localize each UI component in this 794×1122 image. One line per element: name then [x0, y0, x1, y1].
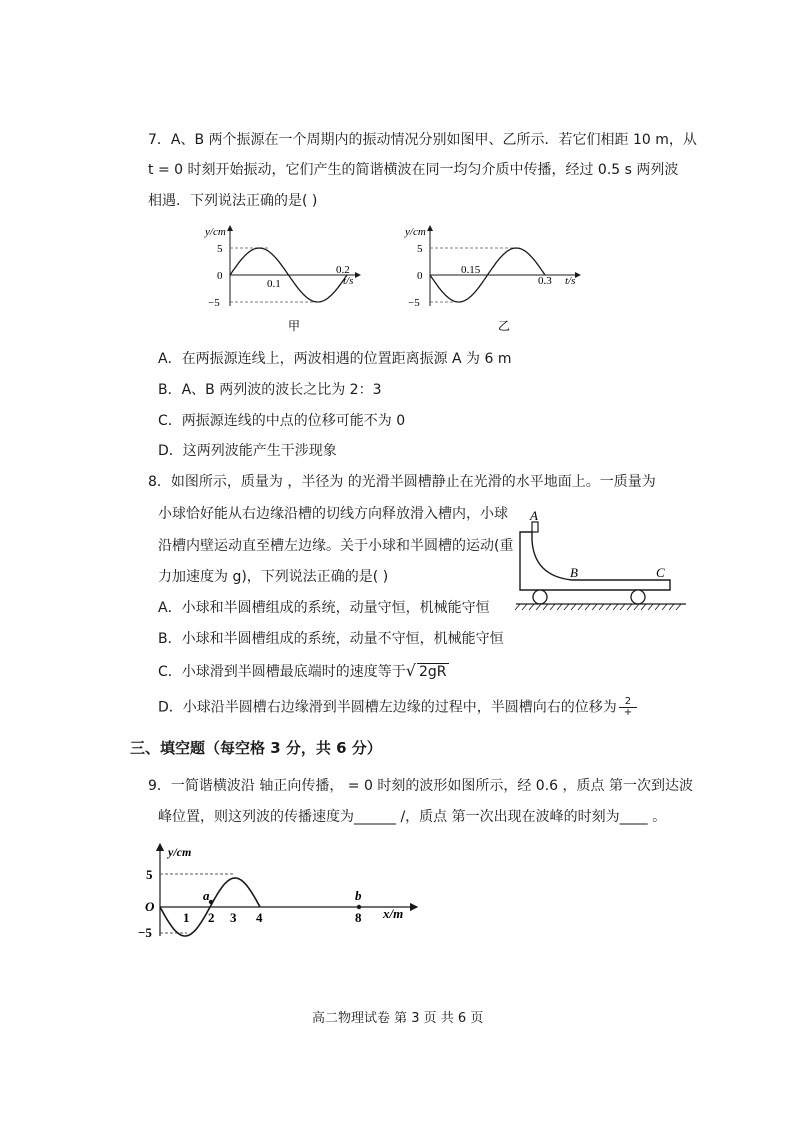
q7-option-a: A．在两振源连线上，两波相遇的位置距离振源 A 为 6 m	[158, 351, 512, 367]
fraction-numerator: 2	[619, 697, 637, 708]
hatch-mark	[543, 604, 548, 610]
hatch-mark	[536, 604, 541, 610]
label-b: b	[355, 888, 362, 903]
wave-graph	[135, 838, 425, 940]
groove-figure	[510, 500, 690, 612]
sqrt-sign: √	[405, 661, 416, 680]
tick-x1: 1	[183, 910, 190, 925]
label-c: C	[656, 565, 665, 580]
hatch-mark	[557, 604, 562, 610]
hatch-mark	[515, 604, 520, 610]
tick-t2: 0.2	[336, 264, 350, 276]
q7-option-d: D．这两列波能产生干涉现象	[158, 443, 337, 459]
xlabel: x/m	[383, 906, 404, 921]
tick-0: 0	[417, 270, 423, 282]
q9-line2: 峰位置，则这列波的传播速度为______ /，质点 第一次出现在波峰的时刻为____ 。	[158, 809, 667, 825]
tick-x2: 2	[208, 910, 215, 925]
q7-line3: 相遇．下列说法正确的是( )	[148, 193, 318, 209]
q8-option-b: B．小球和半圆槽组成的系统，动量不守恒，机械能守恒	[158, 631, 504, 647]
hatch-mark	[676, 604, 681, 610]
point-b	[357, 905, 361, 909]
caption: 乙	[498, 319, 511, 333]
q8-line1: 8．如图所示，质量为 ，半径为 的光滑半圆槽静止在光滑的水平地面上。一质量为	[148, 474, 656, 490]
hatch-mark	[655, 604, 660, 610]
label-a: A	[530, 508, 538, 523]
hatch-mark	[669, 604, 674, 610]
q9-line1: 9．一简谐横波沿 轴正向传播， = 0 时刻的波形如图所示，经 0.6 ，质点 第一次到达波	[148, 778, 693, 794]
hatch-mark	[578, 604, 583, 610]
ball-block	[532, 522, 538, 532]
tick-x8: 8	[355, 910, 362, 925]
tick-5: 5	[146, 867, 153, 882]
fraction	[619, 697, 637, 718]
origin: O	[145, 899, 155, 914]
tick-5: 5	[217, 243, 223, 255]
graph-yi	[395, 218, 590, 338]
tick-t2: 0.3	[538, 275, 552, 287]
xlabel: t/s	[343, 275, 354, 287]
q8-line3: 沿槽内壁运动直至槽左边缘。关于小球和半圆槽的运动(重	[158, 538, 514, 554]
tick-5: 5	[417, 243, 423, 255]
hatch-mark	[648, 604, 653, 610]
hatch-mark	[620, 604, 625, 610]
graph-jia	[195, 218, 370, 338]
hatch-mark	[599, 604, 604, 610]
label-a: a	[203, 888, 210, 903]
wheel-left	[533, 590, 547, 604]
q8-option-c	[158, 662, 449, 681]
hatch-mark	[522, 604, 527, 610]
hatch-mark	[627, 604, 632, 610]
ground-hatch	[515, 604, 681, 610]
q7-option-c: C．两振源连线的中点的位移可能不为 0	[158, 413, 406, 429]
section-heading: 三、填空题（每空格 3 分，共 6 分）	[130, 739, 382, 757]
q7-option-b: B．A、B 两列波的波长之比为 2：3	[158, 382, 382, 398]
caption: 甲	[288, 319, 301, 333]
hatch-mark	[564, 604, 569, 610]
wheel-right	[631, 590, 645, 604]
hatch-mark	[529, 604, 534, 610]
hatch-mark	[634, 604, 639, 610]
tick-x3: 3	[230, 910, 237, 925]
q7-line2: t = 0 时刻开始振动，它们产生的简谐横波在同一均匀介质中传播，经过 0.5 s 两列波	[148, 162, 679, 178]
q8-option-d-text: D．小球沿半圆槽右边缘滑到半圆槽左边缘的过程中，半圆槽向右的位移为	[158, 699, 617, 716]
q8-line4: 力加速度为 g)，下列说法正确的是( )	[158, 569, 389, 585]
groove-body	[520, 532, 670, 590]
tick-m5: −5	[208, 297, 220, 309]
q8-option-a: A．小球和半圆槽组成的系统，动量守恒，机械能守恒	[158, 600, 490, 616]
tick-t1: 0.15	[461, 264, 481, 276]
hatch-mark	[585, 604, 590, 610]
ylabel: y/cm	[168, 845, 192, 859]
q7-line1: 7．A、B 两个振源在一个周期内的振动情况分别如图甲、乙所示．若它们相距 10 m，从	[148, 132, 697, 148]
tick-m5: −5	[408, 297, 420, 309]
tick-0: 0	[217, 270, 223, 282]
q8-line2: 小球恰好能从右边缘沿槽的切线方向释放滑入槽内，小球	[158, 506, 508, 522]
fraction-denominator: +	[623, 707, 633, 718]
hatch-mark	[613, 604, 618, 610]
xlabel: t/s	[565, 275, 576, 287]
hatch-mark	[571, 604, 576, 610]
sqrt-radicand: 2gR	[418, 664, 447, 680]
q8-option-d	[158, 697, 637, 718]
hatch-mark	[606, 604, 611, 610]
hatch-mark	[662, 604, 667, 610]
hatch-mark	[550, 604, 555, 610]
tick-t1: 0.1	[267, 278, 281, 290]
label-b: B	[570, 565, 578, 580]
ylabel: y/cm	[405, 226, 426, 238]
hatch-mark	[592, 604, 597, 610]
hatch-mark	[641, 604, 646, 610]
page-footer: 高二物理试卷 第 3 页 共 6 页	[312, 1011, 484, 1026]
tick-m5: −5	[138, 925, 152, 940]
q8-option-c-text: C．小球滑到半圆槽最底端时的速度等于	[158, 664, 406, 680]
tick-x4: 4	[256, 910, 263, 925]
ylabel: y/cm	[205, 226, 226, 238]
